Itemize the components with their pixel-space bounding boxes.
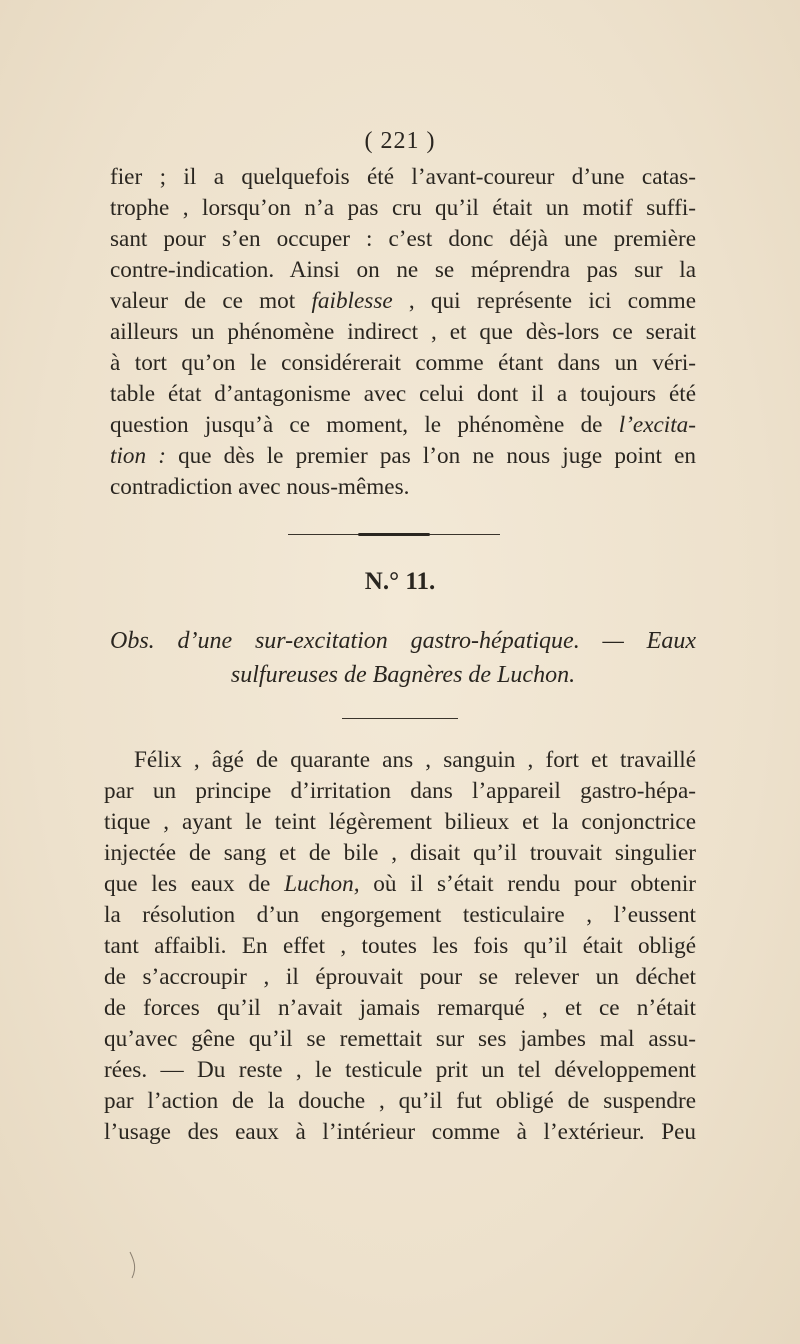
text-line: trophe , lorsqu’on n’a pas cru qu’il était un motif suffi- [110, 195, 696, 221]
section-divider [288, 533, 500, 536]
text-line: de forces qu’il n’avait jamais remarqué , et ce n’était [104, 995, 696, 1021]
section-title [110, 624, 696, 692]
text-segment: question jusqu’à ce moment, le phénomène de [110, 412, 603, 438]
text-segment: que les eaux de [104, 871, 271, 897]
text-line: de s’accroupir , il éprouvait pour se relever un déchet [104, 964, 696, 990]
text-line [104, 869, 696, 900]
text-line: qu’avec gêne qu’il se remettait sur ses jambes mal assu- [104, 1026, 696, 1052]
text-segment: valeur de ce mot [110, 288, 296, 314]
paragraph-continued [110, 162, 696, 503]
section-title-line: sulfureuses de Bagnères de Luchon. [230, 662, 576, 688]
text-line: contradiction avec nous-mêmes. [110, 474, 410, 500]
italic-term-tion: tion : [110, 443, 166, 469]
italic-term-excitation: l’excita- [618, 412, 696, 438]
text-segment: où il s’était rendu pour obtenir [373, 871, 697, 897]
divider-thick-center [358, 533, 430, 536]
text-line [110, 410, 696, 441]
text-line: rées. — Du reste , le testicule prit un tel développement [104, 1057, 696, 1083]
text-line [110, 286, 696, 317]
text-line: sant pour s’en occuper : c’est donc déjà une première [110, 226, 696, 252]
italic-term-luchon: Luchon, [284, 871, 360, 897]
text-line: contre-indication. Ainsi on ne se méprendra pas sur la [110, 257, 696, 283]
stray-pencil-mark [128, 1250, 140, 1280]
italic-term-faiblesse: faiblesse [311, 288, 393, 314]
text-line: table état d’antagonisme avec celui dont il a toujours été [110, 381, 696, 407]
text-line [110, 441, 696, 472]
text-line: l’usage des eaux à l’intérieur comme à l’extérieur. Peu [104, 1119, 696, 1145]
text-line: fier ; il a quelquefois été l’avant-coureur d’une catas- [110, 164, 696, 190]
text-line: tique , ayant le teint légèrement bilieux et la conjonctrice [104, 809, 696, 835]
text-line: injectée de sang et de bile , disait qu’il trouvait singulier [104, 840, 696, 866]
text-line: à tort qu’on le considérerait comme étant dans un véri- [110, 350, 696, 376]
text-line: par l’action de la douche , qu’il fut obligé de suspendre [104, 1088, 696, 1114]
section-number: N.° 11. [364, 568, 436, 595]
text-line: tant affaibli. En effet , toutes les fois qu’il était obligé [104, 933, 696, 959]
page-number-header: ( 221 ) [364, 128, 436, 154]
section-title-line: Obs. d’une sur-excitation gastro-hépatique. — Eaux [110, 628, 696, 654]
text-segment: , qui représente ici comme [408, 288, 696, 314]
title-underline-rule [342, 718, 458, 719]
paragraph-observation [104, 745, 696, 1148]
text-line: la résolution d’un engorgement testiculaire , l’eussent [104, 902, 696, 928]
text-line: Félix , âgé de quarante ans , sanguin , fort et travaillé [134, 747, 696, 773]
text-line: ailleurs un phénomène indirect , et que dès-lors ce serait [110, 319, 696, 345]
text-line: par un principe d’irritation dans l’appareil gastro-hépa- [104, 778, 696, 804]
text-segment: que dès le premier pas l’on ne nous juge point en [178, 443, 697, 469]
